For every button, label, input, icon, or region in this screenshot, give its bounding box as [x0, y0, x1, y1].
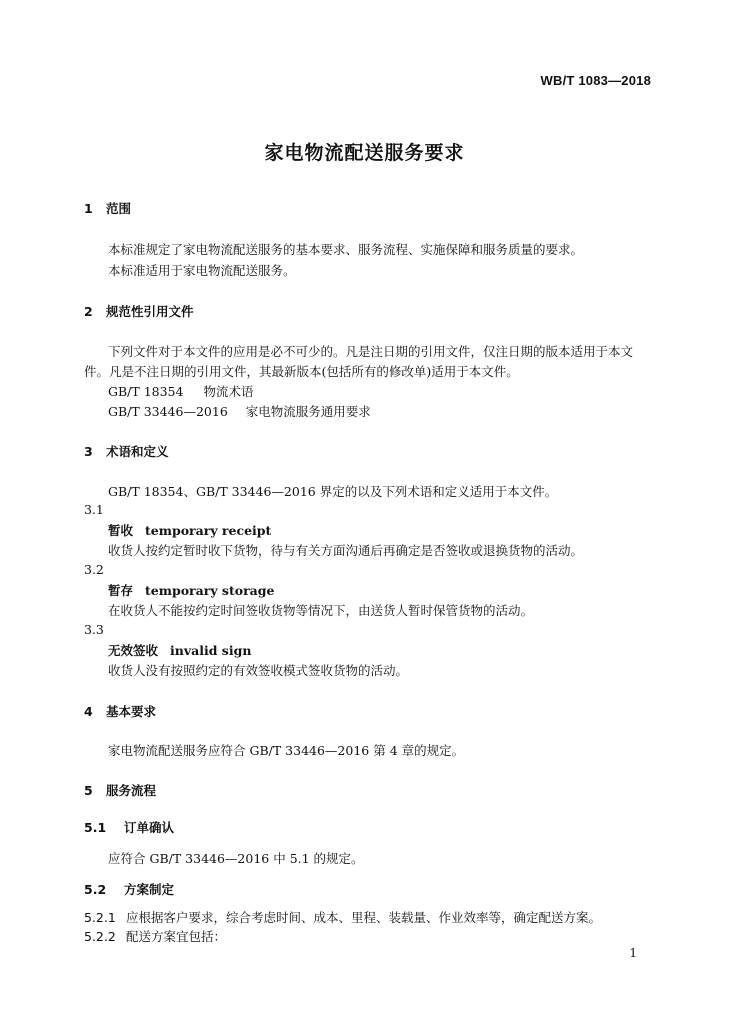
term-definition: 在收货人不能按约定时间签收货物等情况下，由送货人暂时保管货物的活动。 — [108, 603, 534, 618]
section-5-2-heading — [84, 880, 174, 898]
clause-text: 应根据客户要求，综合考虑时间、成本、里程、装载量、作业效率等，确定配送方案。 — [126, 910, 602, 925]
paragraph: 应符合 GB/T 33446—2016 中 5.1 的规定。 — [108, 851, 364, 866]
paragraph: 本标准规定了家电物流配送服务的基本要求、服务流程、实施保障和服务质量的要求。 — [108, 242, 584, 257]
clause-item — [84, 927, 226, 945]
term-number: 3.3 — [84, 622, 104, 637]
reference-item — [108, 382, 253, 400]
section-2-heading — [84, 302, 194, 320]
section-5-1-heading — [84, 818, 174, 836]
section-title: 术语和定义 — [106, 444, 169, 459]
reference-name: 物流术语 — [203, 384, 254, 399]
section-title: 方案制定 — [124, 882, 175, 897]
document-title: 家电物流配送服务要求 — [264, 142, 465, 164]
term-definition: 收货人没有按照约定的有效签收模式签收货物的活动。 — [108, 663, 409, 678]
reference-code: GB/T 18354 — [108, 384, 184, 399]
paragraph: 本标准适用于家电物流配送服务。 — [108, 263, 296, 278]
paragraph: 件。凡是不注日期的引用文件，其最新版本(包括所有的修改单)适用于本文件。 — [84, 364, 519, 379]
section-number: 1 — [84, 201, 93, 216]
term-zh: 无效签收 — [108, 643, 159, 658]
clause-text: 配送方案宜包括： — [126, 929, 227, 944]
clause-item — [84, 908, 601, 926]
term-name — [108, 521, 271, 539]
term-name — [108, 581, 274, 599]
section-3-heading — [84, 442, 169, 460]
section-number: 5.2 — [84, 882, 107, 897]
term-number: 3.2 — [84, 562, 104, 577]
reference-code: GB/T 33446—2016 — [108, 404, 228, 419]
term-number: 3.1 — [84, 502, 104, 517]
term-zh: 暂收 — [108, 523, 134, 538]
section-number: 2 — [84, 304, 93, 319]
section-number: 5 — [84, 783, 93, 798]
section-title: 服务流程 — [106, 783, 157, 798]
reference-item — [108, 402, 371, 420]
section-title: 范围 — [106, 201, 132, 216]
clause-number: 5.2.2 — [84, 929, 116, 944]
term-name — [108, 641, 251, 659]
clause-number: 5.2.1 — [84, 910, 116, 925]
section-title: 规范性引用文件 — [106, 304, 194, 319]
term-en: temporary storage — [145, 583, 275, 598]
term-definition: 收货人按约定暂时收下货物，待与有关方面沟通后再确定是否签收或退换货物的活动。 — [108, 543, 584, 558]
term-zh: 暂存 — [108, 583, 134, 598]
paragraph: 家电物流配送服务应符合 GB/T 33446—2016 第 4 章的规定。 — [108, 743, 465, 758]
page-number: 1 — [629, 946, 637, 960]
term-en: temporary receipt — [145, 523, 272, 538]
section-4-heading — [84, 702, 156, 720]
section-1-heading — [84, 199, 131, 217]
standard-code: WB/T 1083—2018 — [540, 73, 651, 88]
reference-name: 家电物流服务通用要求 — [245, 404, 371, 419]
section-title: 订单确认 — [124, 820, 175, 835]
paragraph: 下列文件对于本文件的应用是必不可少的。凡是注日期的引用文件，仅注日期的版本适用于本文 — [108, 344, 634, 359]
section-title: 基本要求 — [106, 704, 157, 719]
section-5-heading — [84, 781, 156, 799]
section-number: 3 — [84, 444, 93, 459]
term-en: invalid sign — [170, 643, 252, 658]
section-number: 5.1 — [84, 820, 107, 835]
paragraph: GB/T 18354、GB/T 33446—2016 界定的以及下列术语和定义适用于本文件。 — [108, 484, 558, 499]
section-number: 4 — [84, 704, 93, 719]
